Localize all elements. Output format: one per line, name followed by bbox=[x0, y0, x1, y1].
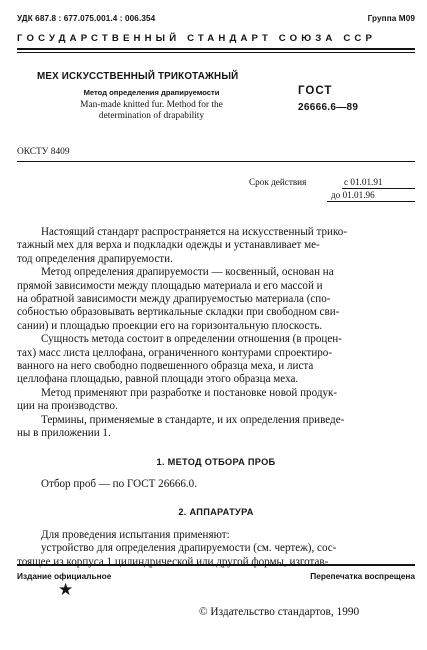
validity-to: до 01.01.96 bbox=[327, 190, 415, 202]
intro-paragraph: Термины, применяемые в стандарте, и их определения приведе- ны в приложении 1. bbox=[17, 413, 345, 440]
section-apparatus-paragraph: Для проведения испытания применяют: bbox=[41, 528, 230, 541]
okstu-rule bbox=[17, 161, 415, 162]
section-apparatus-paragraph: устройство для определения драпируемости (см. чертеж), сос- тоящее из корпуса 1 цилиндрической или другой формы, изготав- bbox=[17, 542, 337, 568]
star-icon: ★ bbox=[58, 580, 74, 599]
english-title-text: Man-made knitted fur. Method for the determination of drapability bbox=[80, 100, 223, 121]
group-code: Группа М09 bbox=[367, 14, 415, 23]
section-sampling-text: Отбор проб — по ГОСТ 26666.0. bbox=[41, 477, 198, 490]
intro-paragraph: Сущность метода состоит в определении отношения (в процен- тах) масс листа целлофана, ограниченного контурами спроектиро- ванного на него свободно подвешенного образца меха, и листа целлофана площадью, равной площади этого образца меха. bbox=[17, 333, 342, 386]
validity-block bbox=[17, 177, 415, 207]
official-edition-label: Издание официальное bbox=[17, 571, 112, 581]
header-rule-thin bbox=[17, 52, 415, 53]
udk-code: УДК 687.8 : 677.075.001.4 : 006.354 bbox=[17, 14, 156, 23]
gost-number: 26666.6—89 bbox=[298, 102, 359, 113]
intro-paragraph: Настоящий стандарт распространяется на искусственный трико- тажный мех для верха и подкладки одежды и устанавливает ме- тод определения драпируемости. bbox=[17, 226, 348, 265]
english-title bbox=[29, 100, 274, 122]
okstu-code: ОКСТУ 8409 bbox=[17, 147, 70, 157]
copyright-notice: © Издательство стандартов, 1990 bbox=[199, 606, 360, 618]
title-block bbox=[17, 71, 415, 133]
reprint-forbidden-label: Перепечатка воспрещена bbox=[310, 571, 415, 581]
standard-title: МЕХ ИСКУССТВЕННЫЙ ТРИКОТАЖНЫЙ bbox=[37, 71, 239, 82]
header-rule-thick bbox=[17, 48, 415, 50]
gost-label: ГОСТ bbox=[298, 85, 333, 97]
state-standard-header: ГОСУДАРСТВЕННЫЙ СТАНДАРТ СОЮЗА ССР bbox=[17, 33, 377, 44]
intro-paragraph: Метод применяют при разработке и постановке новой продук- ции на производство. bbox=[17, 386, 338, 413]
standard-subtitle: Метод определения драпируемости bbox=[83, 88, 220, 97]
validity-from: с 01.01.91 bbox=[342, 177, 415, 189]
document-page bbox=[17, 14, 415, 644]
validity-label: Срок действия bbox=[249, 177, 307, 187]
document-body bbox=[17, 226, 415, 569]
section-title-sampling: 1. МЕТОД ОТБОРА ПРОБ bbox=[156, 456, 276, 467]
top-meta-row bbox=[17, 14, 415, 23]
gost-designation bbox=[298, 85, 358, 113]
footer-rule bbox=[17, 564, 415, 566]
section-title-apparatus: 2. АППАРАТУРА bbox=[178, 507, 254, 518]
title-left bbox=[29, 71, 274, 122]
intro-paragraph: Метод определения драпируемости — косвенный, основан на прямой зависимости между площадью материала и его массой и на обратной зависимости между драпируемостью материала (спо- собностью образовывать вертикальные складки при свободном сви- сании) и площадью проекции его на горизонтальную плоскость. bbox=[17, 266, 340, 332]
